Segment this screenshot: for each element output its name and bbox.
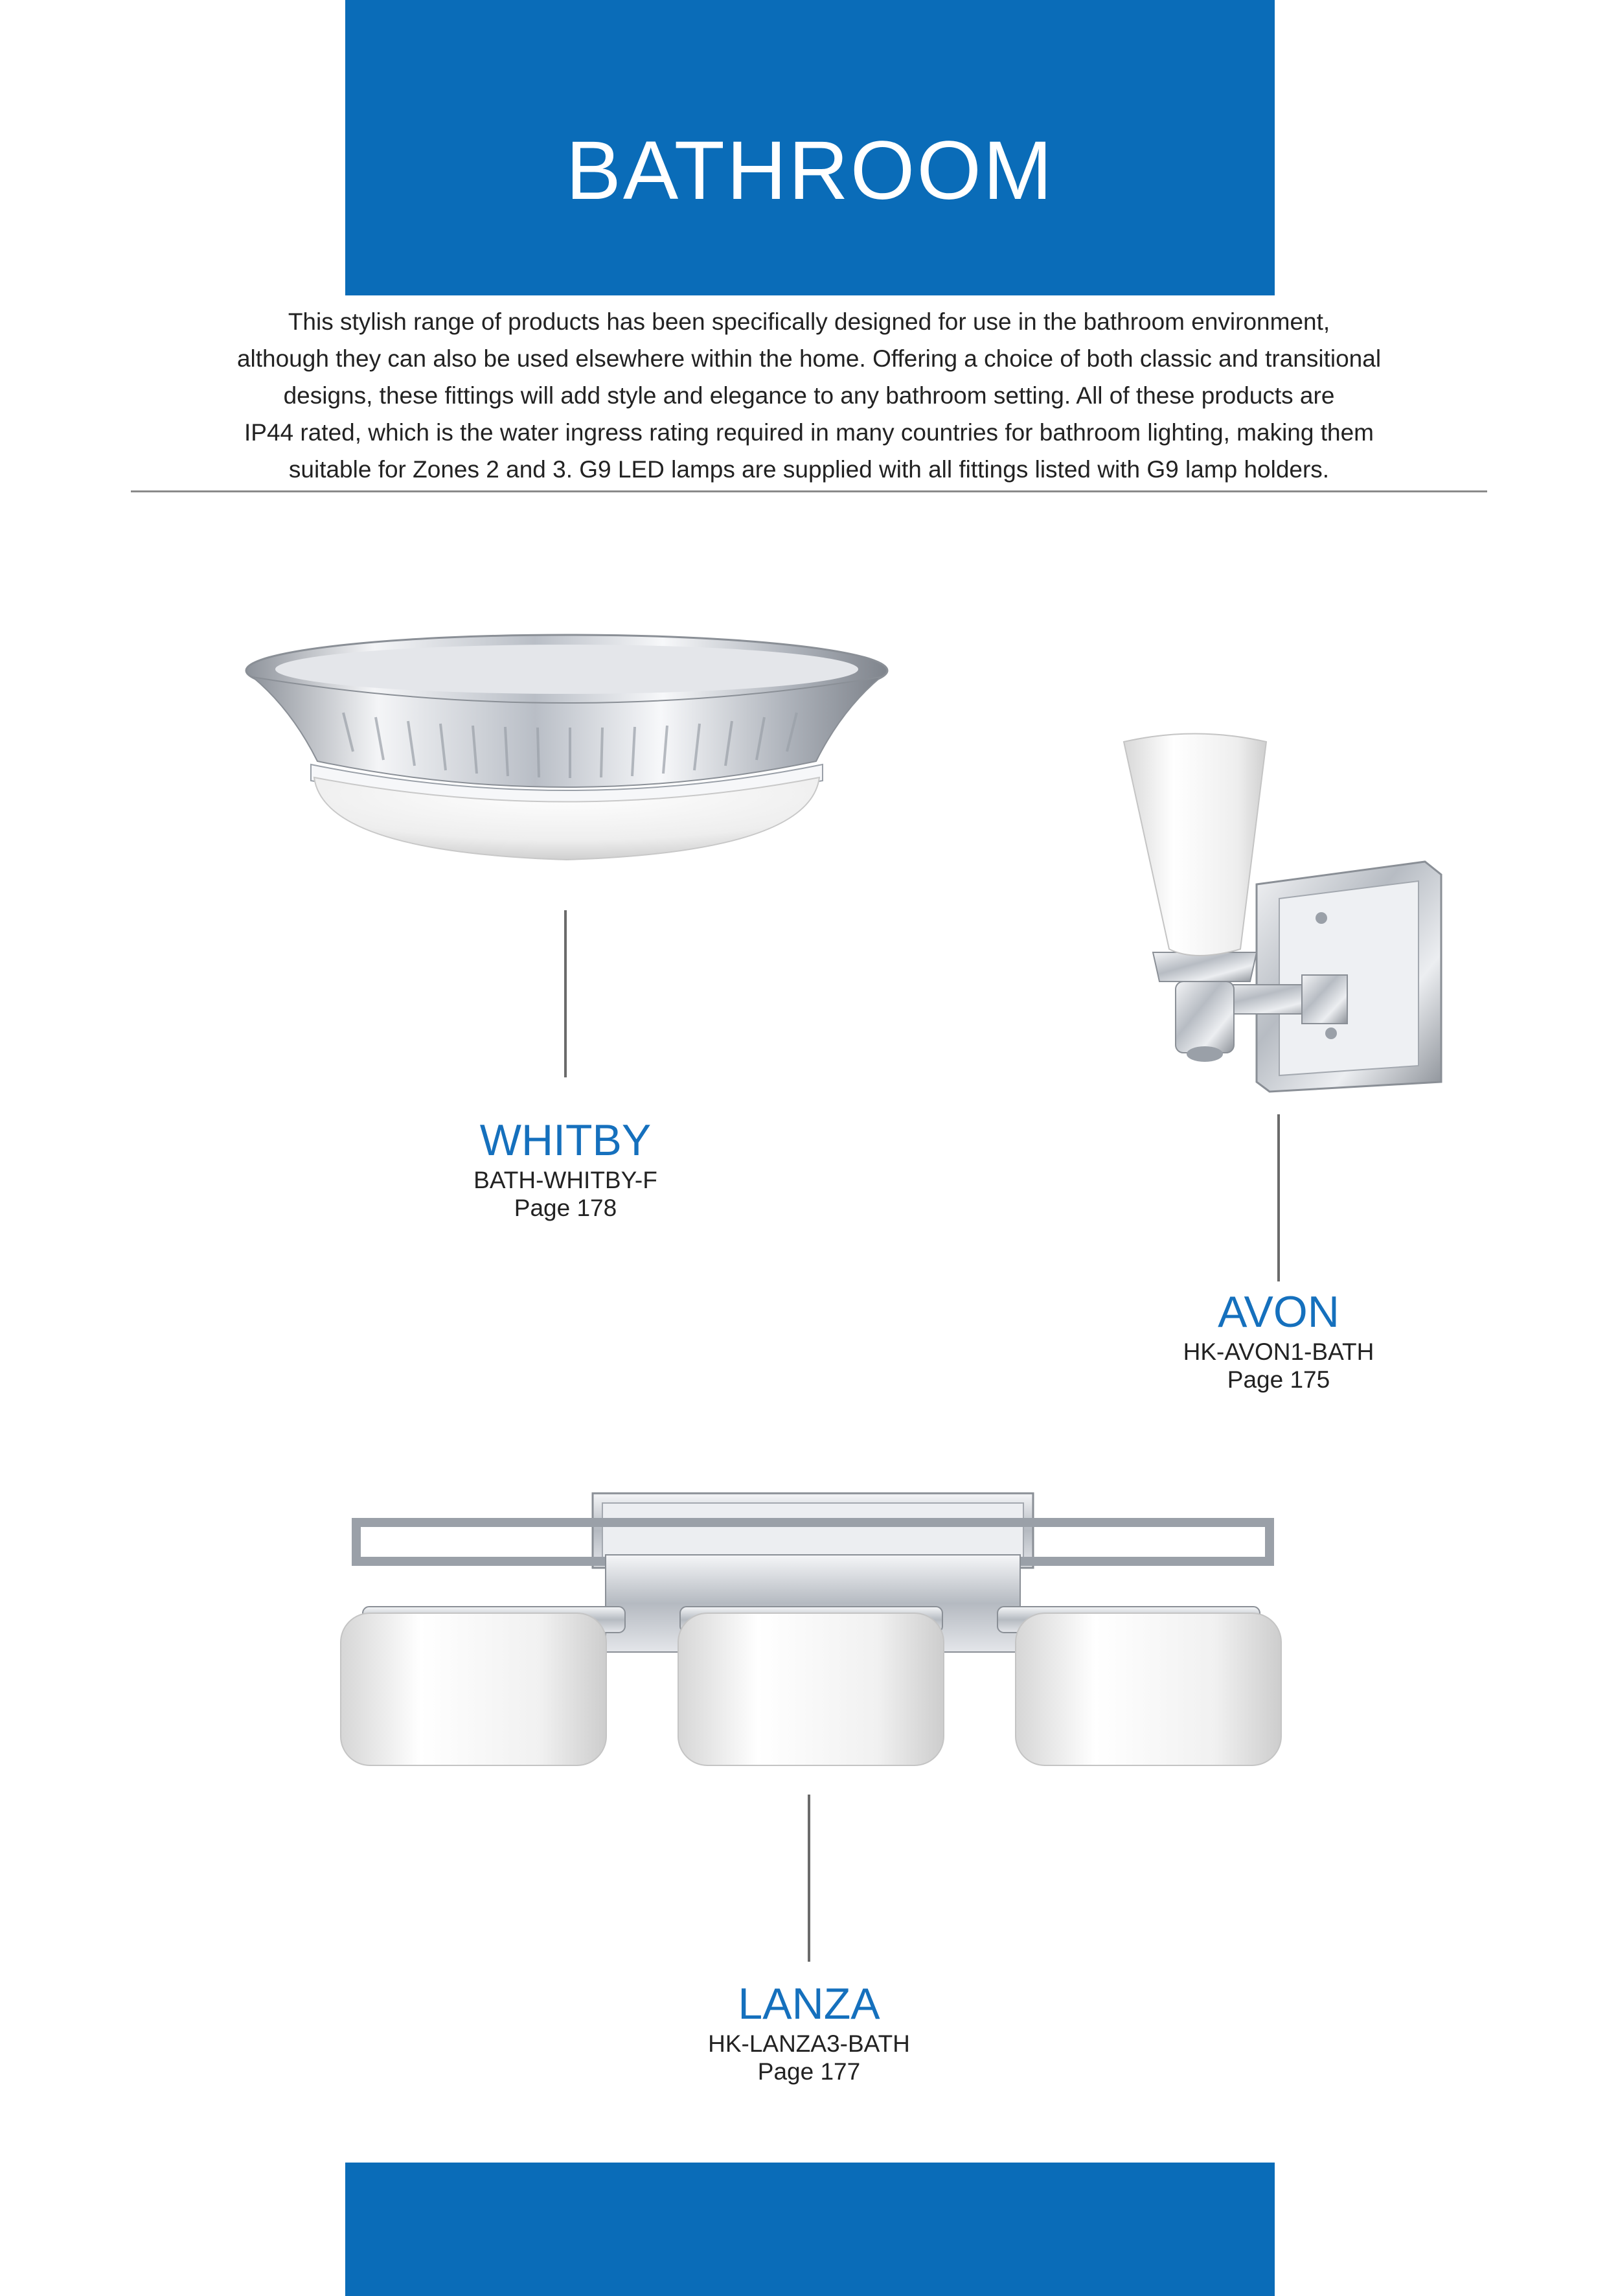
intro-line: although they can also be used elsewhere within the home. Offering a choice of both classic and transitional xyxy=(236,345,1382,372)
intro-line: IP44 rated, which is the water ingress rating required in many countries for bathroom lighting, making them xyxy=(244,419,1374,446)
divider xyxy=(131,490,1487,492)
whitby-product-image xyxy=(240,632,894,865)
page-title: BATHROOM xyxy=(565,124,1054,217)
lanza-connector-line xyxy=(808,1795,810,1962)
avon-product-image xyxy=(1108,729,1457,1098)
intro-line: designs, these fittings will add style and elegance to any bathroom setting. All of these products are xyxy=(283,382,1335,409)
product-label-lanza xyxy=(582,1978,1036,2085)
page-reference: Page 177 xyxy=(757,2058,861,2085)
product-code: HK-AVON1-BATH xyxy=(1183,1338,1374,1365)
product-name: AVON xyxy=(1218,1287,1339,1337)
whitby-connector-line xyxy=(564,910,567,1077)
intro-line: This stylish range of products has been specifically designed for use in the bathroom environment, xyxy=(288,308,1330,335)
footer-band xyxy=(345,2163,1275,2296)
product-label-whitby xyxy=(339,1114,792,1222)
lanza-product-image xyxy=(337,1484,1282,1775)
page-reference: Page 178 xyxy=(514,1195,617,1221)
intro-paragraph xyxy=(130,303,1488,488)
product-name: LANZA xyxy=(738,1979,880,2028)
product-name: WHITBY xyxy=(479,1116,652,1165)
header-band xyxy=(345,0,1275,295)
page-reference: Page 175 xyxy=(1227,1366,1330,1393)
product-label-avon xyxy=(1052,1286,1505,1394)
avon-connector-line xyxy=(1277,1114,1280,1281)
intro-line: suitable for Zones 2 and 3. G9 LED lamps are supplied with all fittings listed with G9 lamp holders. xyxy=(288,456,1330,483)
product-code: BATH-WHITBY-F xyxy=(473,1167,657,1193)
product-code: HK-LANZA3-BATH xyxy=(708,2030,910,2057)
